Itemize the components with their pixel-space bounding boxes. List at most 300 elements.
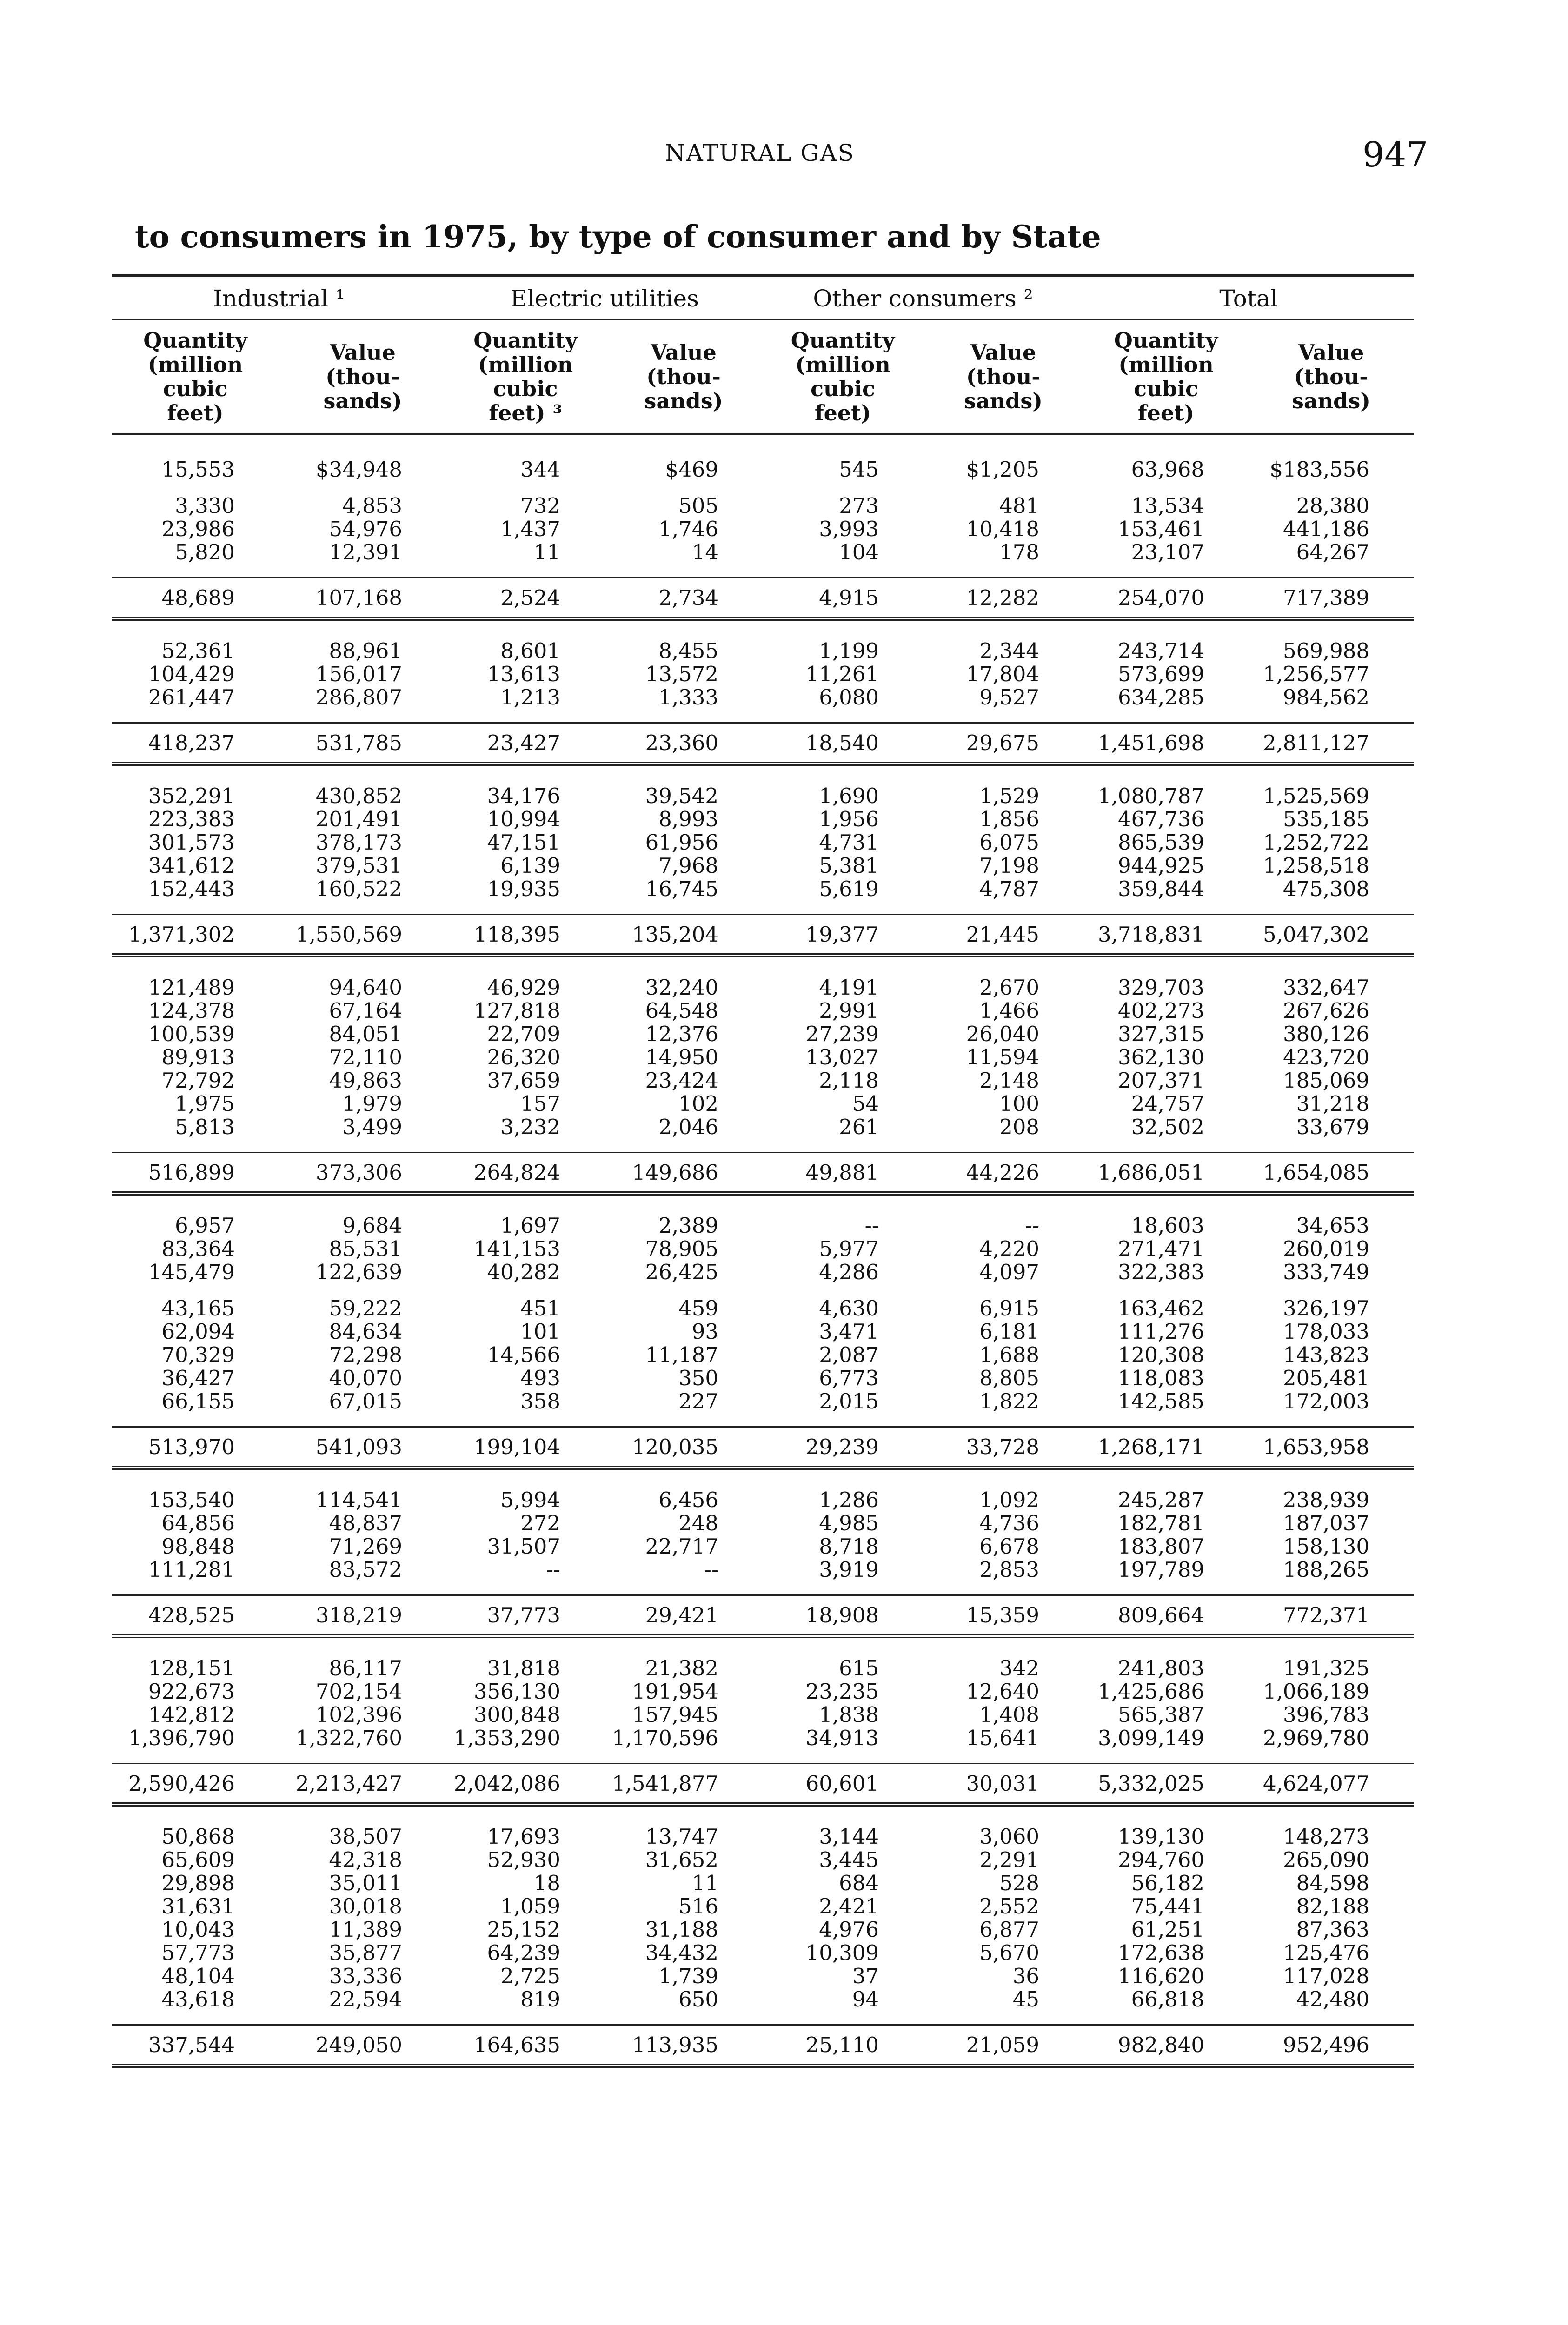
cell-total-quantity: 23,107 [1131, 540, 1205, 565]
cell-industrial-value: 35,877 [329, 1940, 403, 1965]
subheader-total-quantity: Quantity (million cubic feet) [1083, 319, 1249, 434]
subheader-electric-value: Value (thou- sands) [605, 319, 763, 434]
cell-electric-quantity: 37,659 [487, 1068, 561, 1093]
cell-total-value: 535,185 [1282, 807, 1370, 831]
cell-electric-quantity: 3,232 [500, 1115, 561, 1139]
cell-electric-quantity: 157 [520, 1091, 561, 1116]
cell-other-quantity: 6,773 [819, 1366, 879, 1390]
table-row [112, 1680, 1414, 1703]
cell-other-quantity: 3,144 [819, 1824, 879, 1849]
cell-electric-value: 34,432 [645, 1940, 719, 1965]
cell-industrial-value: 156,017 [315, 662, 403, 686]
cell-electric-quantity: 118,395 [446, 915, 605, 956]
cell-other-value: 178 [999, 540, 1040, 565]
cell-other-value: 1,466 [979, 998, 1040, 1023]
cell-other-quantity: 1,199 [819, 638, 879, 663]
cell-total-value: 188,265 [1282, 1557, 1370, 1582]
cell-electric-quantity: 356,130 [473, 1679, 561, 1704]
cell-total-quantity: 197,789 [1117, 1557, 1205, 1582]
data-table-container [112, 274, 1414, 2068]
cell-electric-quantity: 64,239 [487, 1940, 561, 1965]
cell-electric-quantity: 272 [520, 1511, 561, 1535]
cell-industrial-value: 430,852 [315, 784, 403, 808]
cell-other-quantity: 3,993 [819, 517, 879, 541]
cell-other-value: 2,291 [979, 1847, 1040, 1872]
cell-electric-quantity: 31,507 [487, 1534, 561, 1559]
cell-electric-value: 1,170,596 [612, 1726, 719, 1750]
table-row [112, 1023, 1414, 1046]
cell-industrial-quantity: 428,525 [112, 1595, 279, 1636]
table-body [112, 434, 1414, 2066]
cell-other-quantity: 23,235 [805, 1679, 879, 1704]
group-header-other-consumers: Other consumers ² [763, 276, 1083, 319]
row-spacer [112, 1284, 1414, 1297]
cell-other-value: 10,418 [966, 517, 1040, 541]
cell-other-quantity: 10,309 [805, 1940, 879, 1965]
subheader-total-value: Value (thou- sands) [1249, 319, 1414, 434]
cell-other-quantity: 4,286 [819, 1260, 879, 1284]
row-spacer [112, 481, 1414, 494]
cell-industrial-value: 12,391 [329, 540, 403, 565]
cell-total-quantity: 982,840 [1083, 2025, 1249, 2066]
cell-total-value: 569,988 [1282, 638, 1370, 663]
cell-electric-quantity: 22,709 [487, 1022, 561, 1046]
cell-industrial-value: 201,491 [315, 807, 403, 831]
cell-other-quantity: 49,881 [763, 1153, 923, 1194]
cell-other-value: 1,822 [979, 1389, 1040, 1414]
cell-electric-value: 26,425 [645, 1260, 719, 1284]
cell-other-quantity: 54 [852, 1091, 879, 1116]
cell-industrial-quantity: 98,848 [161, 1534, 235, 1559]
row-spacer [112, 956, 1414, 976]
cell-total-quantity: 243,714 [1117, 638, 1205, 663]
cell-electric-quantity: 18 [533, 1871, 561, 1895]
cell-other-value: 21,059 [923, 2025, 1083, 2066]
cell-total-quantity: 142,585 [1117, 1389, 1205, 1414]
cell-electric-quantity: 19,935 [487, 877, 561, 901]
cell-other-quantity: 4,915 [763, 578, 923, 619]
cell-industrial-value: 114,541 [315, 1488, 403, 1512]
cell-industrial-quantity: 337,544 [112, 2025, 279, 2066]
cell-electric-value: 39,542 [645, 784, 719, 808]
cell-electric-value: 6,456 [658, 1488, 719, 1512]
cell-total-quantity: 120,308 [1117, 1342, 1205, 1367]
cell-electric-quantity: 451 [520, 1296, 561, 1321]
table-row [112, 1214, 1414, 1237]
cell-industrial-value: 1,979 [342, 1091, 403, 1116]
subtotal-row [112, 723, 1414, 764]
cell-industrial-quantity: 5,820 [175, 540, 235, 565]
cell-electric-value: 12,376 [645, 1022, 719, 1046]
cell-total-value: 31,218 [1296, 1091, 1370, 1116]
cell-other-value: 481 [999, 493, 1040, 518]
cell-other-quantity: 2,015 [819, 1389, 879, 1414]
cell-other-quantity: 25,110 [763, 2025, 923, 2066]
cell-other-quantity: 3,445 [819, 1847, 879, 1872]
cell-other-quantity: 13,027 [805, 1045, 879, 1070]
cell-electric-value: 113,935 [605, 2025, 763, 2066]
row-spacer [112, 764, 1414, 785]
table-row [112, 1488, 1414, 1512]
cell-electric-quantity: 5,994 [500, 1488, 561, 1512]
group-header-total: Total [1083, 276, 1414, 319]
cell-other-quantity: 5,619 [819, 877, 879, 901]
cell-industrial-quantity: 31,631 [161, 1894, 235, 1919]
cell-electric-value: 191,954 [631, 1679, 719, 1704]
table-row [112, 686, 1414, 709]
table-row [112, 1657, 1414, 1680]
cell-other-value: 1,529 [979, 784, 1040, 808]
cell-total-quantity: 271,471 [1117, 1236, 1205, 1261]
cell-other-quantity: 19,377 [763, 915, 923, 956]
cell-total-value: 82,188 [1296, 1894, 1370, 1919]
cell-electric-value: 93 [691, 1319, 719, 1344]
cell-total-quantity: 13,534 [1131, 493, 1205, 518]
cell-other-quantity: 60,601 [763, 1764, 923, 1805]
cell-industrial-quantity: 15,553 [161, 457, 235, 482]
cell-total-value: 1,258,518 [1263, 853, 1370, 878]
cell-other-value: 1,688 [979, 1342, 1040, 1367]
cell-industrial-quantity: 152,443 [148, 877, 235, 901]
cell-other-value: 4,787 [979, 877, 1040, 901]
cell-industrial-value: 3,499 [342, 1115, 403, 1139]
cell-other-quantity: 5,381 [819, 853, 879, 878]
cell-industrial-quantity: 29,898 [161, 1871, 235, 1895]
cell-other-value: $1,205 [966, 457, 1040, 482]
table-row [112, 1069, 1414, 1092]
table-row [112, 784, 1414, 808]
subtotal-row [112, 1595, 1414, 1636]
group-header-industrial: Industrial ¹ [112, 276, 446, 319]
page-number: 947 [1362, 135, 1428, 175]
cell-other-value: 5,670 [979, 1940, 1040, 1965]
cell-industrial-quantity: 89,913 [161, 1045, 235, 1070]
cell-industrial-value: 84,634 [329, 1319, 403, 1344]
cell-industrial-quantity: 1,371,302 [112, 915, 279, 956]
cell-industrial-value: 88,961 [329, 638, 403, 663]
row-spacer [112, 709, 1414, 723]
cell-total-quantity: 5,332,025 [1083, 1764, 1249, 1805]
cell-electric-value: 23,424 [645, 1068, 719, 1093]
cell-industrial-value: 373,306 [279, 1153, 446, 1194]
cell-industrial-value: 72,298 [329, 1342, 403, 1367]
cell-electric-quantity: 199,104 [446, 1427, 605, 1468]
cell-electric-quantity: -- [546, 1557, 561, 1582]
cell-industrial-value: 85,531 [329, 1236, 403, 1261]
cell-other-value: 45 [1012, 1987, 1040, 2012]
cell-other-value: 6,915 [979, 1296, 1040, 1321]
cell-total-quantity: 565,387 [1117, 1702, 1205, 1727]
cell-electric-quantity: 1,059 [500, 1894, 561, 1919]
row-spacer [112, 619, 1414, 640]
cell-industrial-value: 67,164 [329, 998, 403, 1023]
cell-electric-value: 1,746 [658, 517, 719, 541]
cell-industrial-quantity: 100,539 [148, 1022, 235, 1046]
table-row [112, 1343, 1414, 1367]
cell-total-quantity: 1,451,698 [1083, 723, 1249, 764]
cell-industrial-value: 702,154 [315, 1679, 403, 1704]
subtotal-row [112, 2025, 1414, 2066]
cell-electric-quantity: 127,818 [473, 998, 561, 1023]
cell-industrial-value: 30,018 [329, 1894, 403, 1919]
table-row [112, 639, 1414, 663]
cell-total-value: 187,037 [1282, 1511, 1370, 1535]
cell-electric-quantity: 11 [533, 540, 561, 565]
cell-other-quantity: -- [864, 1213, 879, 1238]
table-row [112, 1895, 1414, 1918]
cell-total-quantity: 1,425,686 [1098, 1679, 1205, 1704]
cell-industrial-quantity: 52,361 [161, 638, 235, 663]
cell-industrial-value: 249,050 [279, 2025, 446, 2066]
cell-total-quantity: 24,757 [1131, 1091, 1205, 1116]
cell-other-value: 9,527 [979, 685, 1040, 710]
cell-total-quantity: 634,285 [1117, 685, 1205, 710]
cell-electric-quantity: 23,427 [446, 723, 605, 764]
cell-electric-value: 78,905 [645, 1236, 719, 1261]
cell-total-value: 34,653 [1296, 1213, 1370, 1238]
cell-total-quantity: 241,803 [1117, 1656, 1205, 1681]
cell-total-quantity: 1,080,787 [1098, 784, 1205, 808]
cell-industrial-quantity: 121,489 [148, 975, 235, 1000]
cell-total-value: 2,811,127 [1249, 723, 1414, 764]
cell-total-value: 326,197 [1282, 1296, 1370, 1321]
cell-industrial-value: 1,550,569 [279, 915, 446, 956]
cell-other-quantity: 2,991 [819, 998, 879, 1023]
cell-industrial-quantity: 62,094 [161, 1319, 235, 1344]
cell-industrial-quantity: 128,151 [148, 1656, 235, 1681]
cell-industrial-quantity: 111,281 [148, 1557, 235, 1582]
cell-industrial-value: 72,110 [329, 1045, 403, 1070]
cell-industrial-quantity: 301,573 [148, 830, 235, 855]
cell-industrial-value: 160,522 [315, 877, 403, 901]
cell-industrial-value: 86,117 [329, 1656, 403, 1681]
cell-other-quantity: 94 [852, 1987, 879, 2012]
cell-other-value: 1,092 [979, 1488, 1040, 1512]
cell-electric-value: 120,035 [605, 1427, 763, 1468]
cell-other-quantity: 37 [852, 1964, 879, 1988]
cell-total-quantity: 61,251 [1131, 1917, 1205, 1942]
cell-other-value: 4,220 [979, 1236, 1040, 1261]
cell-industrial-value: 379,531 [315, 853, 403, 878]
cell-electric-value: 516 [678, 1894, 719, 1919]
subtotal-row [112, 915, 1414, 956]
cell-industrial-value: 71,269 [329, 1534, 403, 1559]
cell-electric-value: 8,993 [658, 807, 719, 831]
cell-industrial-quantity: 104,429 [148, 662, 235, 686]
cell-total-quantity: 182,781 [1117, 1511, 1205, 1535]
cell-industrial-quantity: 922,673 [148, 1679, 235, 1704]
cell-total-value: 5,047,302 [1249, 915, 1414, 956]
cell-industrial-quantity: 6,957 [175, 1213, 235, 1238]
cell-total-quantity: 362,130 [1117, 1045, 1205, 1070]
table-row [112, 976, 1414, 999]
cell-industrial-quantity: 516,899 [112, 1153, 279, 1194]
cell-total-value: 332,647 [1282, 975, 1370, 1000]
cell-total-value: 158,130 [1282, 1534, 1370, 1559]
row-spacer [112, 1805, 1414, 1826]
cell-other-value: 1,856 [979, 807, 1040, 831]
cell-other-value: 6,678 [979, 1534, 1040, 1559]
cell-industrial-quantity: 65,609 [161, 1847, 235, 1872]
cell-industrial-quantity: 5,813 [175, 1115, 235, 1139]
cell-industrial-quantity: 50,868 [161, 1824, 235, 1849]
cell-total-quantity: 111,276 [1117, 1319, 1205, 1344]
cell-industrial-quantity: 153,540 [148, 1488, 235, 1512]
cell-other-value: 17,804 [966, 662, 1040, 686]
cell-electric-value: 227 [678, 1389, 719, 1414]
cell-other-value: 12,640 [966, 1679, 1040, 1704]
cell-industrial-quantity: 418,237 [112, 723, 279, 764]
cell-total-value: 423,720 [1282, 1045, 1370, 1070]
cell-total-value: 772,371 [1249, 1595, 1414, 1636]
subheader-row [112, 319, 1414, 434]
cell-industrial-value: 318,219 [279, 1595, 446, 1636]
cell-other-quantity: 261 [839, 1115, 879, 1139]
cell-other-quantity: 4,976 [819, 1917, 879, 1942]
cell-electric-quantity: 40,282 [487, 1260, 561, 1284]
cell-industrial-quantity: 72,792 [161, 1068, 235, 1093]
cell-total-value: 441,186 [1282, 517, 1370, 541]
cell-industrial-value: 107,168 [279, 578, 446, 619]
table-row [112, 1320, 1414, 1343]
cell-other-value: 7,198 [979, 853, 1040, 878]
cell-electric-value: 505 [678, 493, 719, 518]
cell-industrial-value: 35,011 [329, 1871, 403, 1895]
cell-other-value: 2,670 [979, 975, 1040, 1000]
cell-total-quantity: 327,315 [1117, 1022, 1205, 1046]
cell-industrial-value: 22,594 [329, 1987, 403, 2012]
cell-total-value: 87,363 [1296, 1917, 1370, 1942]
cell-other-value: 11,594 [966, 1045, 1040, 1070]
cell-total-value: 1,252,722 [1263, 830, 1370, 855]
cell-electric-quantity: 31,818 [487, 1656, 561, 1681]
cell-industrial-quantity: 145,479 [148, 1260, 235, 1284]
cell-total-value: 984,562 [1282, 685, 1370, 710]
cell-total-value: 380,126 [1282, 1022, 1370, 1046]
cell-total-quantity: 322,383 [1117, 1260, 1205, 1284]
cell-electric-quantity: 1,353,290 [453, 1726, 561, 1750]
table-row [112, 1965, 1414, 1988]
cell-total-quantity: 294,760 [1117, 1847, 1205, 1872]
cell-total-quantity: 139,130 [1117, 1824, 1205, 1849]
table-row [112, 663, 1414, 686]
table-row [112, 831, 1414, 854]
cell-other-value: 2,344 [979, 638, 1040, 663]
cell-other-value: 6,075 [979, 830, 1040, 855]
cell-industrial-value: $34,948 [315, 457, 403, 482]
cell-electric-value: 135,204 [605, 915, 763, 956]
row-spacer [112, 434, 1414, 458]
row-spacer [112, 1581, 1414, 1595]
table-row [112, 1848, 1414, 1872]
cell-other-value: 2,552 [979, 1894, 1040, 1919]
cell-industrial-quantity: 124,378 [148, 998, 235, 1023]
cell-total-value: 717,389 [1249, 578, 1414, 619]
cell-total-quantity: 18,603 [1131, 1213, 1205, 1238]
cell-total-quantity: 118,083 [1117, 1366, 1205, 1390]
cell-other-quantity: 4,731 [819, 830, 879, 855]
cell-electric-value: $469 [665, 457, 719, 482]
cell-other-quantity: 4,191 [819, 975, 879, 1000]
cell-industrial-quantity: 36,427 [161, 1366, 235, 1390]
table-row [112, 854, 1414, 877]
cell-electric-value: 32,240 [645, 975, 719, 1000]
cell-total-value: 185,069 [1282, 1068, 1370, 1093]
cell-other-quantity: 2,087 [819, 1342, 879, 1367]
cell-other-quantity: 8,718 [819, 1534, 879, 1559]
cell-electric-quantity: 37,773 [446, 1595, 605, 1636]
cell-total-value: 28,380 [1296, 493, 1370, 518]
table-row [112, 1116, 1414, 1139]
cell-electric-value: 102 [678, 1091, 719, 1116]
cell-industrial-value: 11,389 [329, 1917, 403, 1942]
cell-electric-value: 22,717 [645, 1534, 719, 1559]
cell-electric-value: 2,389 [658, 1213, 719, 1238]
cell-electric-value: 248 [678, 1511, 719, 1535]
cell-industrial-value: 102,396 [315, 1702, 403, 1727]
cell-electric-quantity: 732 [520, 493, 561, 518]
cell-electric-value: 14 [691, 540, 719, 565]
cell-industrial-quantity: 70,329 [161, 1342, 235, 1367]
cell-other-quantity: 1,838 [819, 1702, 879, 1727]
cell-other-quantity: 273 [839, 493, 879, 518]
cell-other-value: 36 [1012, 1964, 1040, 1988]
cell-industrial-value: 286,807 [315, 685, 403, 710]
cell-total-quantity: 63,968 [1131, 457, 1205, 482]
cell-total-quantity: 865,539 [1117, 830, 1205, 855]
cell-industrial-value: 48,837 [329, 1511, 403, 1535]
table-row [112, 877, 1414, 901]
cell-industrial-quantity: 57,773 [161, 1940, 235, 1965]
cell-electric-value: 14,950 [645, 1045, 719, 1070]
cell-other-quantity: 104 [839, 540, 879, 565]
cell-electric-quantity: 493 [520, 1366, 561, 1390]
cell-total-quantity: 183,807 [1117, 1534, 1205, 1559]
cell-total-value: 333,749 [1282, 1260, 1370, 1284]
cell-total-quantity: 56,182 [1131, 1871, 1205, 1895]
cell-other-quantity: 34,913 [805, 1726, 879, 1750]
cell-total-value: 117,028 [1282, 1964, 1370, 1988]
cell-total-value: $183,556 [1269, 457, 1370, 482]
subheader-industrial-value: Value (thou- sands) [279, 319, 446, 434]
cell-electric-quantity: 13,613 [487, 662, 561, 686]
cell-industrial-quantity: 3,330 [175, 493, 235, 518]
cell-electric-quantity: 46,929 [487, 975, 561, 1000]
subheader-electric-quantity: Quantity (million cubic feet) ³ [446, 319, 605, 434]
cell-industrial-value: 94,640 [329, 975, 403, 1000]
cell-industrial-quantity: 66,155 [161, 1389, 235, 1414]
cell-electric-value: 31,188 [645, 1917, 719, 1942]
cell-other-quantity: 2,118 [819, 1068, 879, 1093]
table-row [112, 1988, 1414, 2011]
row-spacer [112, 1139, 1414, 1153]
cell-industrial-value: 67,015 [329, 1389, 403, 1414]
cell-electric-quantity: 25,152 [487, 1917, 561, 1942]
cell-industrial-quantity: 142,812 [148, 1702, 235, 1727]
table-title: to consumers in 1975, by type of consumer and by State [135, 219, 1101, 255]
cell-total-value: 1,654,085 [1249, 1153, 1414, 1194]
cell-other-quantity: 2,421 [819, 1894, 879, 1919]
cell-electric-value: 61,956 [645, 830, 719, 855]
cell-total-value: 475,308 [1282, 877, 1370, 901]
cell-total-value: 42,480 [1296, 1987, 1370, 2012]
cell-other-value: 12,282 [923, 578, 1083, 619]
cell-electric-quantity: 1,437 [500, 517, 561, 541]
cell-industrial-value: 84,051 [329, 1022, 403, 1046]
cell-other-value: 15,641 [966, 1726, 1040, 1750]
cell-total-quantity: 573,699 [1117, 662, 1205, 686]
cell-electric-quantity: 264,824 [446, 1153, 605, 1194]
